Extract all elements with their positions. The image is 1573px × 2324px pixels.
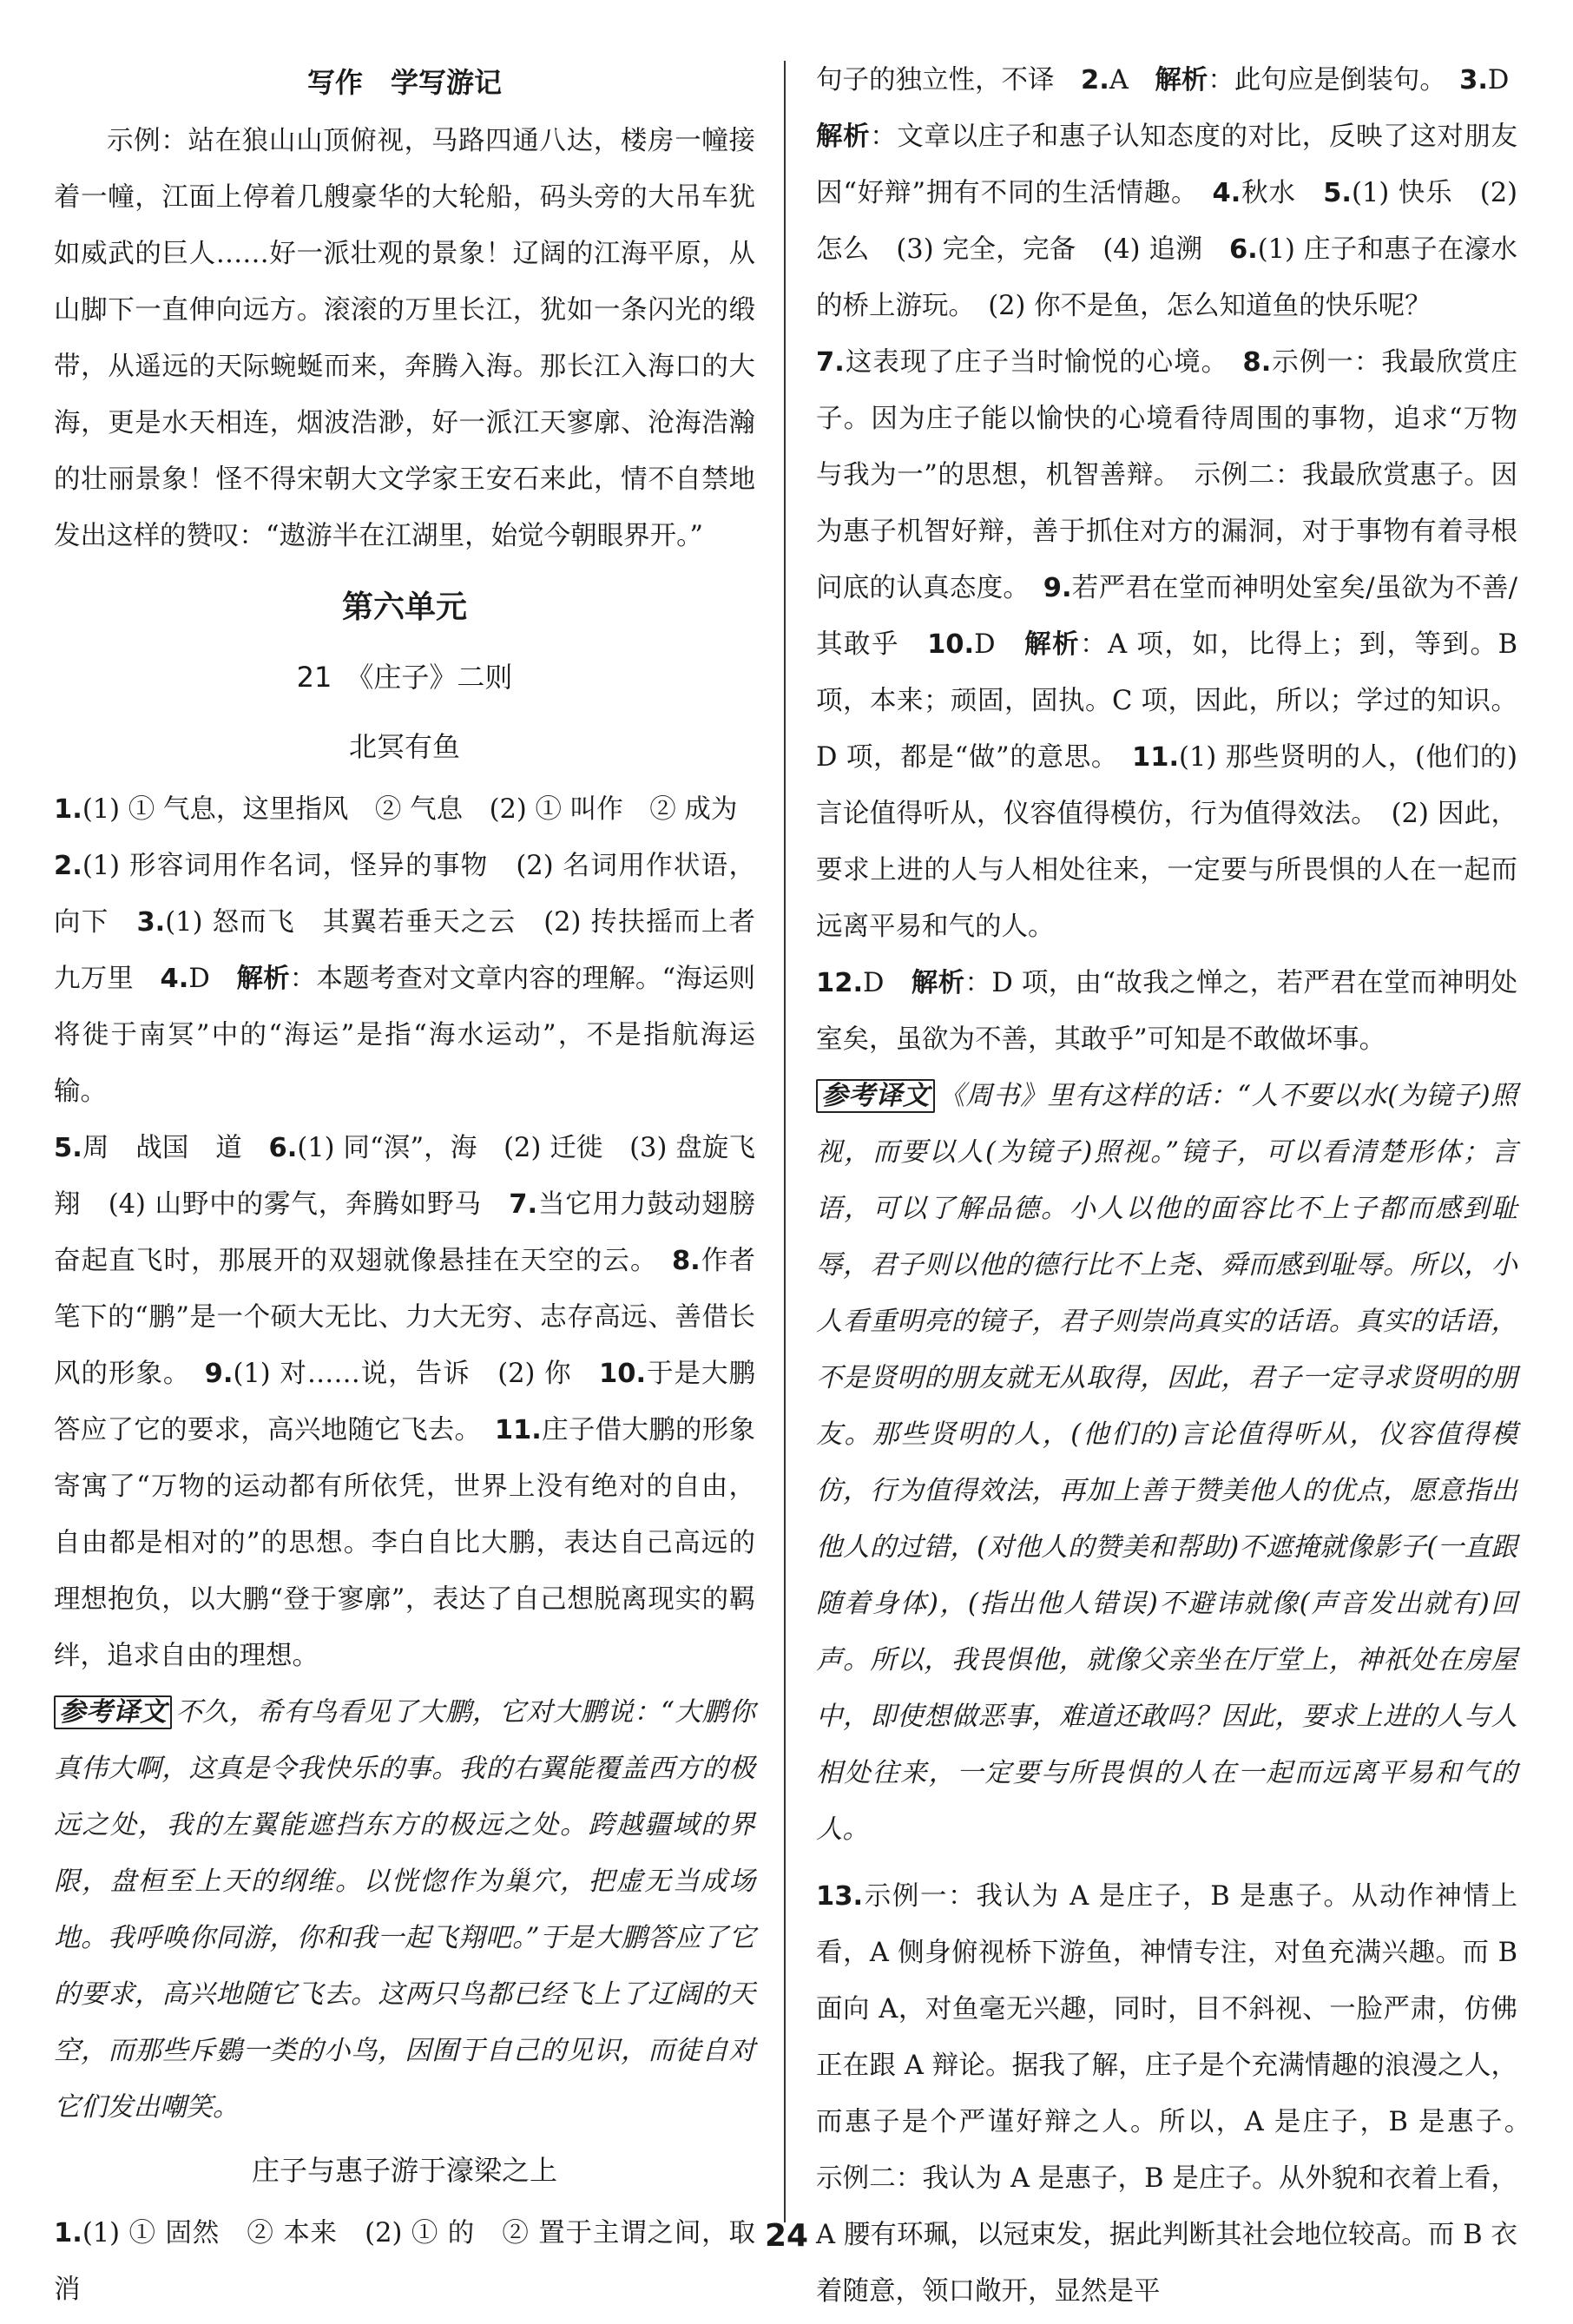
answer-b1: 1.(1) ① 固然 ② 本来 (2) ① 的 ② 置于主谓之间，取消 [54,2218,755,2305]
column-divider [784,61,786,2222]
answer-5-11: 5.周 战国 道 6.(1) 同“溟”，海 (2) 迁徙 (3) 盘旋飞翔 (4) 山野中的雾气，奔腾如野马 7.当它用力鼓动翅膀奋起直飞时，那展开的双翅就像悬挂在天空的云。 8.作者笔下的“鹏”是一个硕大无比、力大无穷、志存高远、善借长风的形象。 9.(1) 对……说，告诉 (2) 你 10.于是大鹏答应了它的要求，高兴地随它飞去。 11.庄子借大鹏的形象寄寓了“万物的运动都有所依凭，世界上没有绝对的自由，自由都是相对的”的思想。李白自比大鹏，表达自己高远的理想抱负，以大鹏“登于寥廓”，表达了自己想脱离现实的羁绊，追求自由的理想。 [54,1133,756,1671]
answer-c12: 12.D 解析：D 项，由“故我之惮之，若严君在堂而神明处室矣，虽欲为不善，其敢乎”可知是不敢做坏事。 [816,968,1517,1055]
reference-translation-2: 参考译文 《周书》里有这样的话：“人不要以水(为镜子)照视，而要以人(为镜子)照视。”镜子，可以看清楚形体；言语，可以了解品德。小人以他的面容比不上子都而感到耻辱，君子则以他的德行比不上尧、舜而感到耻辱。所以，小人看重明亮的镜子，君子则崇尚真实的话语。真实的话语，不是贤明的朋友就无从取得，因此，君子一定寻求贤明的朋友。那些贤明的人，(他们的)言论值得听从，仪容值得模仿，行为值得效法，再加上善于赞美他人的优点，愿意指出他人的过错，(对他人的赞美和帮助)不遮掩就像影子(一直跟随着身体)，(指出他人错误)不避讳就像(声音发出就有)回声。所以，我畏惧他，就像父亲坐在厅堂上，神祇处在房屋中，即使想做恶事，难道还敢吗？因此，要求上进的人与人相处往来，一定要与所畏惧的人在一起而远离平易和气的人。 [816,1081,1517,1845]
ref-label: 参考译文 [54,1695,172,1729]
lesson-title: 21 《庄子》二则 [296,661,513,694]
answer-1: 1.(1) ① 气息，这里指风 ② 气息 (2) ① 叫作 ② 成为 [54,794,738,825]
right-column [816,52,1544,2320]
jiexi-label: 解析 [236,964,290,994]
answer-c13: 13.示例一：我认为 A 是庄子，B 是惠子。从动作神情上看，A 侧身俯视桥下游鱼，神情专注，对鱼充满兴趣。而 B 面向 A，对鱼毫无兴趣，同时，目不斜视、一脸严肃，仿佛正在跟 A 辩论。据我了解，庄子是个充满情趣的浪漫之人，而惠子是个严谨好辩之人。所以，A 是庄子，B 是惠子。 示例二：我认为 A 是惠子，B 是庄子。从外貌和衣着上看，A 腰有环珮，以冠束发，据此判断其社会地位较高。而 B 衣着随意，领口敞开，显然是平 [816,1881,1544,2307]
page-number: 24 [764,2218,809,2254]
answer-c1-c11: 句子的独立性，不译 2.A 解析：此句应是倒装句。 3.D 解析：文章以庄子和惠子认知态度的对比，反映了这对朋友因“好辩”拥有不同的生活情趣。 4.秋水 5.(1) 快乐 (2) 怎么 (3) 完全，完备 (4) 追溯 6.(1) 庄子和惠子在濠水的桥上游玩。 (2) 你不是鱼，怎么知道鱼的快乐呢？ [816,65,1518,321]
reference-translation-1: 参考译文 不久，希有鸟看见了大鹏，它对大鹏说：“大鹏你真伟大啊，这真是令我快乐的事。我的右翼能覆盖西方的极远之处，我的左翼能遮挡东方的极远之处。跨越疆域的界限，盘桓至上天的纲维。以恍惚作为巢穴，把虚无当成场地。我呼唤你同游，你和我一起飞翔吧。”于是大鹏答应了它的要求，高兴地随它飞去。这两只鸟都已经飞上了辽阔的天空，而那些斥鷃一类的小鸟，因囿于自己的见识，而徒自对它们发出嘲笑。 [54,1697,756,2123]
section-title: 写作 学写游记 [306,66,502,99]
unit-title: 第六单元 [341,589,467,625]
left-column [54,52,755,2318]
essay-paragraph: 示例：站在狼山山顶俯视，马路四通八达，楼房一幢接着一幢，江面上停着几艘豪华的大轮船，码头旁的大吊车犹如威武的巨人……好一派壮观的景象！辽阔的江海平原，从山脚下一直伸向远方。滚滚的万里长江，犹如一条闪光的缎带，从遥远的天际蜿蜒而来，奔腾入海。那长江入海口的大海，更是水天相连，烟波浩渺，好一派江天寥廓、沧海浩瀚的壮丽景象！怪不得宋朝大文学家王安石来此，情不自禁地发出这样的赞叹：“遨游半在江湖里，始觉今朝眼界开。” [54,126,755,551]
answer-2-4: 2.(1) 形容词用作名词，怪异的事物 (2) 名词用作状语，向下 3.(1) 怒而飞 其翼若垂天之云 (2) 抟扶摇而上者九万里 4.D 解析：本题考查对文章内容的理解。“海运则将徙于南冥”中的“海运”是指“海水运动”，不是指航海运输。 [54,851,756,1107]
subsection-title-haoliang: 庄子与惠子游于濠梁之上 [251,2154,557,2187]
subsection-title-beiming: 北冥有鱼 [348,730,460,763]
answer-c7-c11: 7.这表现了庄子当时愉悦的心境。 8.示例一：我最欣赏庄子。因为庄子能以愉快的心境看待周围的事物，追求“万物与我为一”的思想，机智善辩。 示例二：我最欣赏惠子。因为惠子机智好辩，善于抓住对方的漏洞，对于事物有着寻根问底的认真态度。 9.若严君在堂而神明处室矣/虽欲为不善/其敢乎 10.D 解析：A 项，如，比得上；到，等到。B 项，本来；顽固，固执。C 项，因此，所以；学过的知识。D 项，都是“做”的意思。 11.(1) 那些贤明的人，(他们的)言论值得听从，仪容值得模仿，行为值得效法。 (2) 因此，要求上进的人与人相处往来，一定要与所畏惧的人在一起而远离平易和气的人。 [816,347,1518,942]
